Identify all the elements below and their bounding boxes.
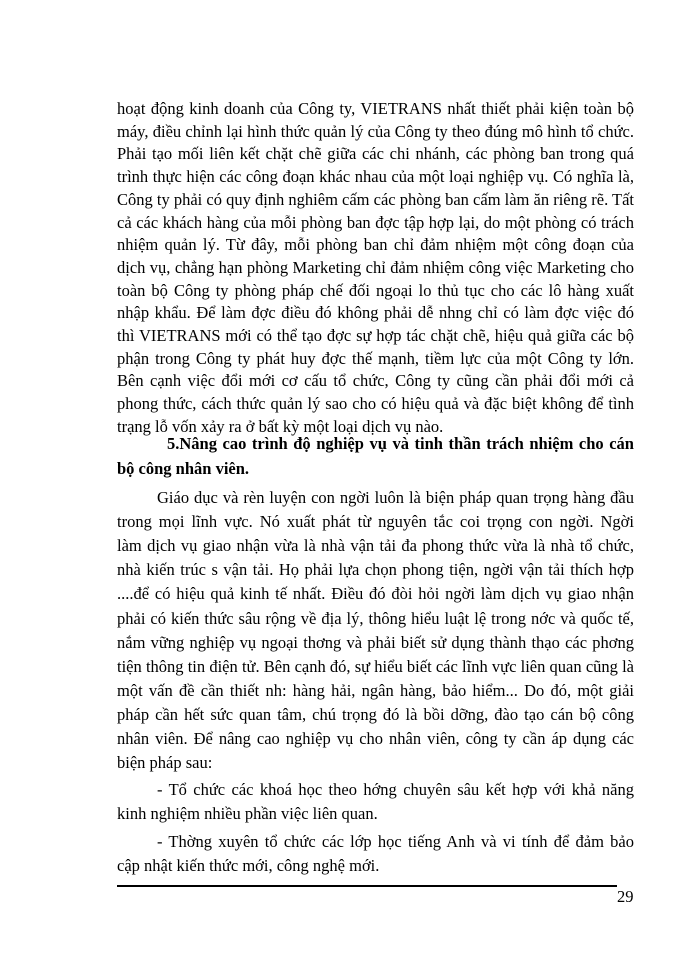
text-line: - Thờng xuyên tổ chức các lớp học tiếng Anh và vi tính để đảm bảo: [157, 832, 634, 851]
heading-line: 5.Nâng cao trình độ nghiệp vụ và tinh thần trách nhiệm cho cán: [167, 434, 634, 453]
text-line: máy, điều chỉnh lại hình thức quản lý của Công ty theo đúng mô hình tổ chức.: [117, 122, 634, 141]
text-line: biện pháp sau:: [117, 753, 213, 772]
text-line: nhà kiến trúc s vận tải. Họ phải lựa chọn phong tiện, ngời vận tải thích hợp: [117, 560, 634, 579]
text-line: trong mọi lĩnh vực. Nó xuất phát từ nguyên tắc coi trọng con ngời. Ngời: [117, 512, 634, 531]
text-line: nhập khẩu. Để làm đợc điều đó không phải dễ nhng chỉ có làm đợc việc đó: [117, 303, 634, 322]
page-number: 29: [617, 887, 634, 906]
text-line: trình thực hiện các công đoạn khác nhau của một loại nghiệp vụ. Có nghĩa là,: [117, 167, 634, 186]
text-line: thì VIETRANS mới có thể tạo đợc sự hợp tác chặt chẽ, hiệu quả giữa các bộ: [117, 326, 634, 345]
text-line: một vấn đề cần thiết nh: hàng hải, ngân hàng, bảo hiểm... Do đó, một giải: [117, 681, 634, 700]
text-line: pháp cần hết sức quan tâm, chú trọng đó là bồi dỡng, đào tạo cán bộ công: [117, 705, 634, 724]
text-line: làm dịch vụ giao nhận vừa là nhà vận tải đa phong thức vừa là nhà tổ chức,: [117, 536, 634, 555]
text-line: ....để có hiệu quả kinh tế nhất. Điều đó đòi hỏi ngời làm dịch vụ giao nhận: [117, 584, 634, 603]
text-line: Phải tạo mối liên kết chặt chẽ giữa các chi nhánh, các phòng ban trong quá: [117, 144, 634, 163]
text-line: Giáo dục và rèn luyện con ngời luôn là biện pháp quan trọng hàng đầu: [157, 488, 634, 507]
text-line: cả các khách hàng của mỗi phòng ban đợc tập hợp lại, do một phòng có trách: [117, 213, 634, 232]
text-line: hoạt động kinh doanh của Công ty, VIETRANS nhất thiết phải kiện toàn bộ: [117, 99, 634, 118]
text-line: cập nhật kiến thức mới, công nghệ mới.: [117, 856, 380, 875]
text-line: Công ty phải có quy định nghiêm cấm các phòng ban cấm làm ăn riêng rẽ. Tất: [117, 190, 635, 209]
footer-rule: [117, 885, 617, 887]
text-line: tiện thông tin điện tử. Bên cạnh đó, sự hiểu biết các lĩnh vực liên quan cũng là: [117, 657, 634, 676]
text-line: nhiệm quản lý. Từ đây, mỗi phòng ban chỉ đảm nhiệm một công đoạn của: [117, 235, 634, 254]
text-line: nắm vững nghiệp vụ ngoại thơng và phải biết sử dụng thành thạo các phơng: [117, 633, 634, 652]
text-line: Bên cạnh việc đổi mới cơ cấu tổ chức, Công ty cũng cần phải đổi mới cả: [117, 371, 634, 390]
text-line: phong thức, cách thức quản lý sao cho có hiệu quả và đặc biệt không để tình: [117, 394, 634, 413]
heading-line: bộ công nhân viên.: [117, 459, 250, 478]
text-line: trạng lỗ vốn xảy ra ở bất kỳ một loại dịch vụ nào.: [117, 417, 444, 436]
text-line: dịch vụ, chẳng hạn phòng Marketing chỉ đảm nhiệm công việc Marketing cho: [117, 258, 634, 277]
text-line: - Tổ chức các khoá học theo hớng chuyên sâu kết hợp với khả năng: [157, 780, 634, 799]
text-line: kinh nghiệm nhiều phần việc liên quan.: [117, 804, 378, 823]
text-line: nhân viên. Để nâng cao nghiệp vụ cho nhân viên, công ty cần áp dụng các: [117, 729, 634, 748]
text-line: phận trong Công ty phát huy đợc thế mạnh, tiềm lực của một Công ty lớn.: [117, 349, 634, 368]
text-line: toàn bộ Công ty phòng pháp chế đối ngoại lo thủ tục cho các lô hàng xuất: [117, 281, 634, 300]
text-line: phải có kiến thức sâu rộng về địa lý, thông hiểu luật lệ trong nớc và quốc tế,: [117, 609, 634, 628]
